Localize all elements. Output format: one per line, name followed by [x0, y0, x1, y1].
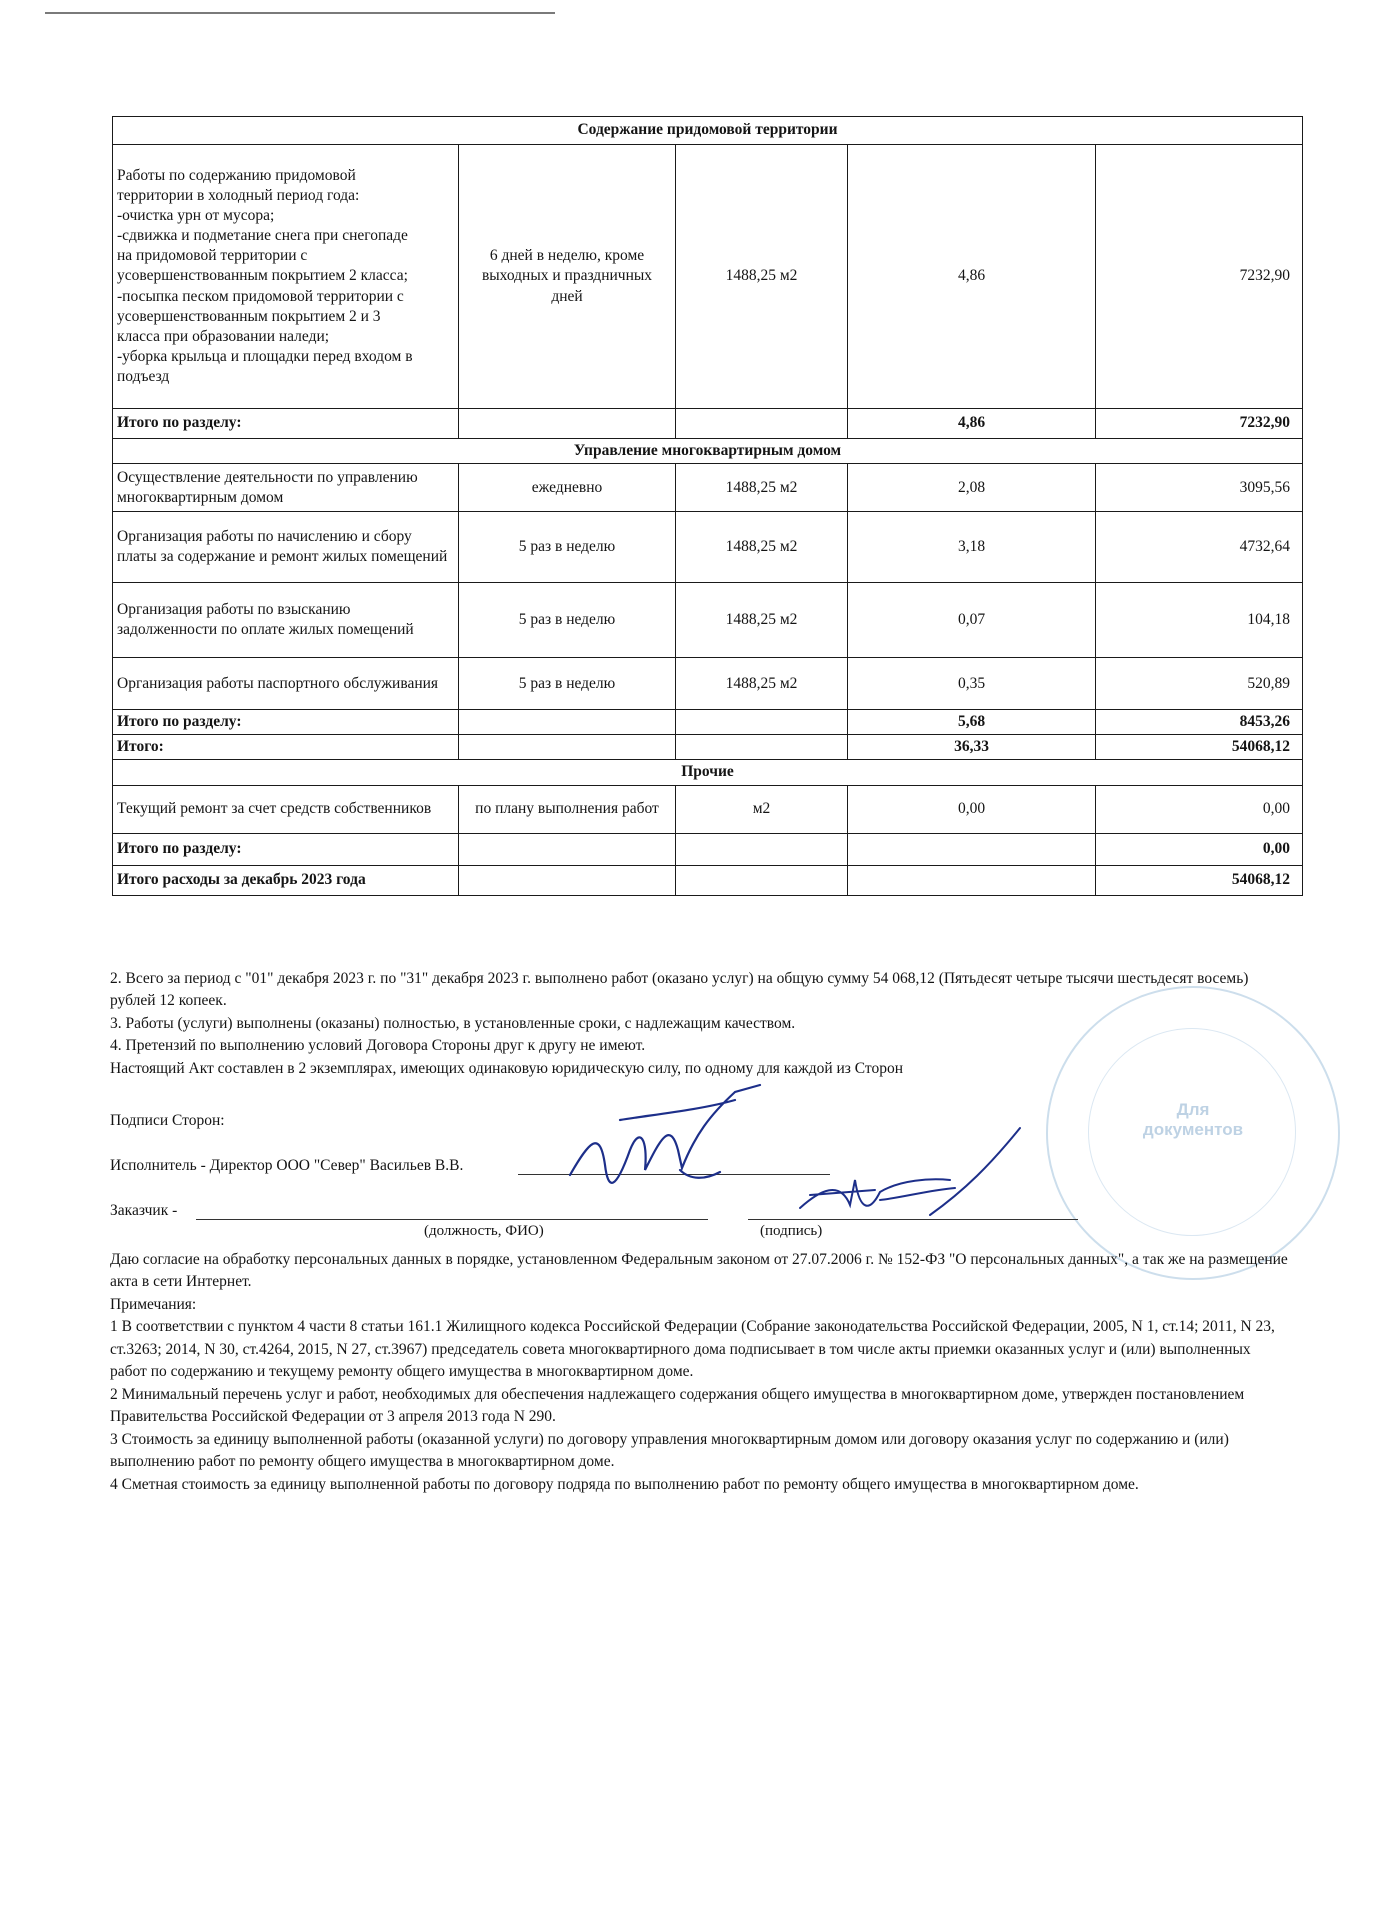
work-area: 1488,25 м2 — [676, 464, 848, 512]
work-rate: 0,00 — [848, 785, 1096, 833]
work-rate: 4,86 — [848, 145, 1096, 409]
total-sum: 0,00 — [1096, 833, 1303, 865]
work-rate: 0,35 — [848, 658, 1096, 710]
work-sum: 0,00 — [1096, 785, 1303, 833]
work-area: 1488,25 м2 — [676, 583, 848, 658]
total-label: Итого по разделу: — [113, 710, 459, 735]
work-frequency: 5 раз в неделю — [459, 583, 676, 658]
work-frequency: 6 дней в неделю, кроме выходных и праздничных дней — [459, 145, 676, 409]
work-rate: 2,08 — [848, 464, 1096, 512]
work-frequency: ежедневно — [459, 464, 676, 512]
paragraph-copies: Настоящий Акт составлен в 2 экземплярах, имеющих одинаковую юридическую силу, по одному для каждой из Сторон — [110, 1059, 904, 1077]
customer-label: Заказчик - — [110, 1202, 178, 1219]
signatures-title: Подписи Сторон: — [110, 1112, 225, 1129]
total-label: Итого по разделу: — [113, 833, 459, 865]
section-total-row — [113, 710, 1303, 735]
paragraph-claims: 4. Претензий по выполнению условий Договора Стороны друг к другу не имеют. — [110, 1037, 646, 1055]
total-sum: 7232,90 — [1096, 409, 1303, 439]
work-rate: 3,18 — [848, 512, 1096, 583]
table-row — [113, 464, 1303, 512]
total-sum: 54068,12 — [1096, 865, 1303, 895]
table-row — [113, 512, 1303, 583]
work-description: Текущий ремонт за счет средств собственников — [113, 785, 459, 833]
total-rate: 36,33 — [848, 735, 1096, 760]
section-title: Управление многоквартирным домом — [113, 439, 1303, 464]
paragraph-quality: 3. Работы (услуги) выполнены (оказаны) полностью, в установленные сроки, с надлежащим качеством. — [110, 1014, 796, 1032]
caption-position: (должность, ФИО) — [424, 1223, 544, 1239]
section-total-row — [113, 409, 1303, 439]
paragraph-total: 2. Всего за период с "01" декабря 2023 г. по "31" декабря 2023 г. выполнено работ (оказано услуг) на общую сумму 54 068,12 (Пятьдесят четыре тысячи шестьдесят восемь) рублей 12 копеек. — [110, 970, 1249, 1010]
work-frequency: 5 раз в неделю — [459, 512, 676, 583]
caption-signature: (подпись) — [760, 1223, 823, 1239]
note-2: 2 Минимальный перечень услуг и работ, необходимых для обеспечения надлежащего содержания общего имущества в многоквартирном доме, утвержден постановлением Правительства Российской Федерации от 3 апреля 2013 года N 290. — [110, 1385, 1245, 1426]
section-header — [113, 117, 1303, 145]
customer-name-line — [196, 1219, 708, 1220]
work-area: м2 — [676, 785, 848, 833]
work-sum: 520,89 — [1096, 658, 1303, 710]
services-table — [112, 116, 1303, 896]
work-sum: 4732,64 — [1096, 512, 1303, 583]
work-description: Работы по содержанию придомовой территории в холодный период года: -очистка урн от мусора; -сдвижка и подметание снега при снегопаде на придомовой территории с усовершенствованным покрытием 2 класса; -посыпка песком придомовой территории с усовершенствованным покрытием 2 и 3 класса при образовании наледи; -уборка крыльца и площадки перед входом в подъезд — [113, 145, 459, 409]
total-sum: 8453,26 — [1096, 710, 1303, 735]
final-total-row — [113, 865, 1303, 895]
work-description: Организация работы паспортного обслуживания — [113, 658, 459, 710]
executor-signature — [560, 1080, 800, 1210]
work-rate: 0,07 — [848, 583, 1096, 658]
executor-line: Исполнитель - Директор ООО "Север" Васильев В.В. — [110, 1157, 464, 1174]
section-total-row — [113, 833, 1303, 865]
stamp-seal: Для документов — [1046, 986, 1340, 1280]
work-description: Организация работы по начислению и сбору платы за содержание и ремонт жилых помещений — [113, 512, 459, 583]
total-sum: 54068,12 — [1096, 735, 1303, 760]
top-rule — [45, 12, 555, 14]
section-title: Прочие — [113, 760, 1303, 785]
notes-title: Примечания: — [110, 1295, 197, 1313]
work-description: Организация работы по взысканию задолженности по оплате жилых помещений — [113, 583, 459, 658]
work-frequency: по плану выполнения работ — [459, 785, 676, 833]
work-area: 1488,25 м2 — [676, 658, 848, 710]
work-area: 1488,25 м2 — [676, 145, 848, 409]
total-rate: 5,68 — [848, 710, 1096, 735]
work-sum: 7232,90 — [1096, 145, 1303, 409]
work-sum: 104,18 — [1096, 583, 1303, 658]
work-frequency: 5 раз в неделю — [459, 658, 676, 710]
grand-total-row — [113, 735, 1303, 760]
total-label: Итого расходы за декабрь 2023 года — [113, 865, 459, 895]
table-row — [113, 583, 1303, 658]
total-label: Итого по разделу: — [113, 409, 459, 439]
notes-block — [110, 1249, 1290, 1496]
note-4: 4 Сметная стоимость за единицу выполненной работы по договору подряда по выполнению работ по ремонту общего имущества в многоквартирном доме. — [110, 1475, 1139, 1493]
note-3: 3 Стоимость за единицу выполненной работы (оказанной услуги) по договору управления многоквартирным домом или договору оказания услуг по содержанию и (или) выполнению работ по ремонту общего имущества в многоквартирном доме. — [110, 1430, 1229, 1471]
work-description: Осуществление деятельности по управлению многоквартирным домом — [113, 464, 459, 512]
table-row — [113, 658, 1303, 710]
total-label: Итого: — [113, 735, 459, 760]
work-area: 1488,25 м2 — [676, 512, 848, 583]
table-row — [113, 145, 1303, 409]
total-rate: 4,86 — [848, 409, 1096, 439]
section-title: Содержание придомовой территории — [113, 117, 1303, 145]
section-header — [113, 760, 1303, 785]
consent-text: Даю согласие на обработку персональных данных в порядке, установленном Федеральным законом от 27.07.2006 г. № 152-ФЗ "О персональных данных", а так же на размещение акта в сети Интернет. — [110, 1251, 1288, 1291]
customer-signature — [780, 1120, 1030, 1230]
note-1: 1 В соответствии с пунктом 4 части 8 статьи 161.1 Жилищного кодекса Российской Федерации (Собрание законодательства Российской Федерации, 2005, N 1, ст.14; 2011, N 23, ст.3263; 2014, N 30, ст.4264, 2015, N 27, ст.3967) председатель совета многоквартирного дома подписывает в том числе акты приемки оказанных услуг и (или) выполненных работ по содержанию и текущему ремонту общего имущества в многоквартирном доме. — [110, 1318, 1275, 1381]
table-row — [113, 785, 1303, 833]
work-sum: 3095,56 — [1096, 464, 1303, 512]
section-header — [113, 439, 1303, 464]
